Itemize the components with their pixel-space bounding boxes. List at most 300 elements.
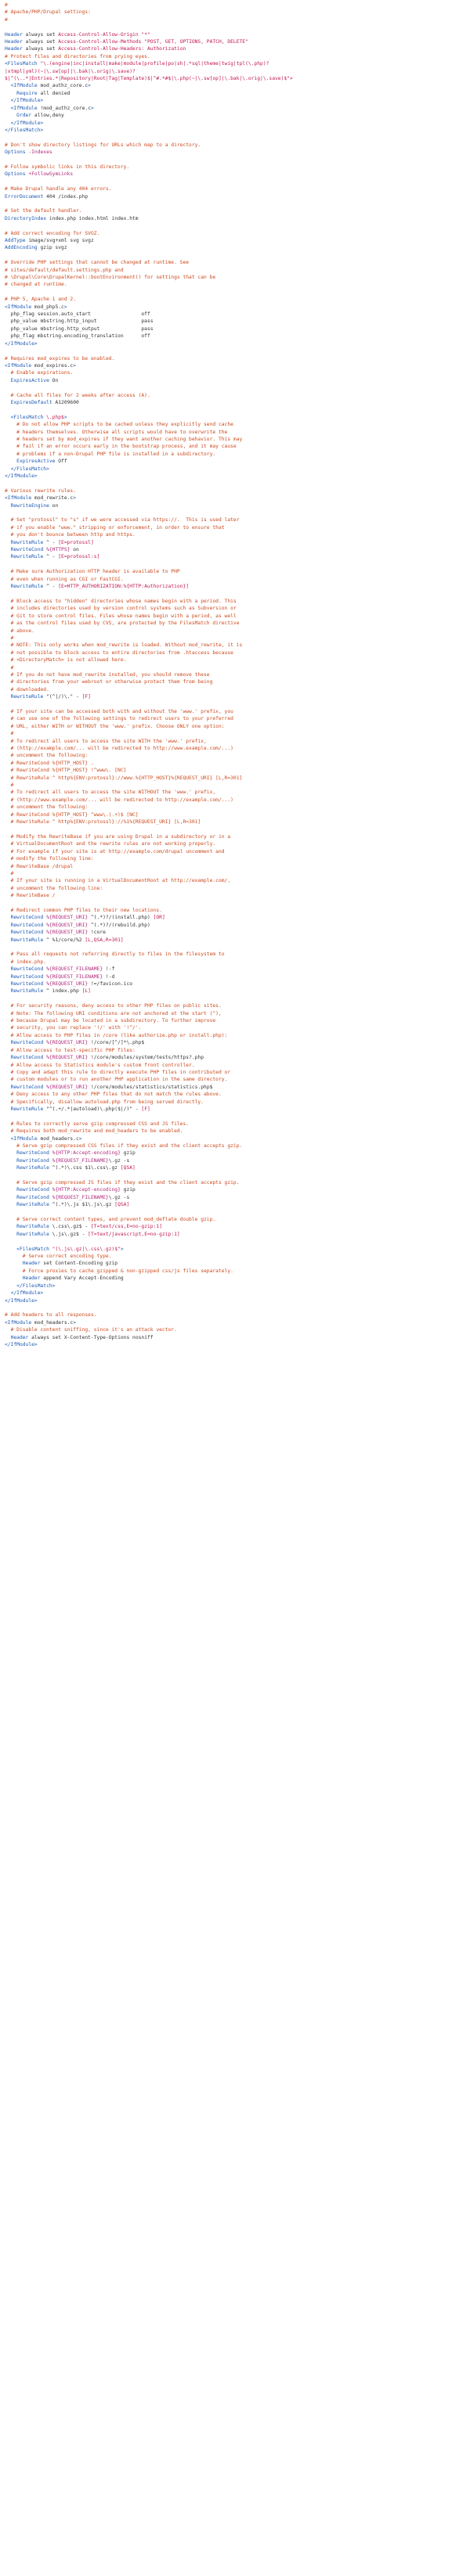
code-line [5, 804, 465, 811]
code-comment: # because Drupal may be located in a subdirectory. To further improve [5, 1018, 216, 1024]
code-line [5, 1142, 465, 1149]
code-line [5, 988, 465, 995]
code-line [5, 1099, 465, 1106]
code-text: always set X-Content-Type-Options nosniff [28, 1334, 154, 1340]
code-line [5, 1113, 465, 1120]
code-directive: AddType [5, 238, 26, 243]
code-line [5, 384, 465, 391]
code-line [5, 1311, 465, 1319]
code-line [5, 1010, 465, 1017]
code-comment: # Cache all files for 2 weeks after access (A). [5, 392, 150, 398]
code-section-tag: <IfModule [5, 362, 32, 369]
code-line [5, 686, 465, 693]
code-line [5, 664, 465, 671]
code-line [5, 347, 465, 354]
code-line [5, 1209, 465, 1216]
code-comment: # If your site is running in a VirtualDocumentRoot at http://example.com/, [5, 878, 231, 884]
code-text: always set [22, 31, 59, 38]
code-line [5, 164, 465, 171]
code-comment: # headers themselves. Otherwise all scripts would have to overwrite the [5, 429, 228, 435]
code-text: mod_rewrite.c [31, 495, 74, 502]
code-line [5, 1304, 465, 1311]
code-text: append Vary Accept-Encoding [40, 1275, 124, 1282]
code-text: set Content-Encoding gzip [40, 1261, 118, 1267]
code-directive: RewriteRule [10, 694, 44, 700]
code-regex: [L,QSA,R=301] [85, 937, 124, 943]
code-line [5, 516, 465, 523]
code-text [5, 1261, 23, 1266]
code-section-tag: <IfModule [5, 105, 38, 111]
code-comment: # To redirect all users to access the site WITHOUT the 'www.' prefix, [5, 790, 216, 796]
code-line [5, 68, 465, 75]
code-regex: [OR] [153, 915, 165, 921]
code-text [5, 988, 11, 994]
code-text: A1209600 [52, 399, 79, 405]
code-comment: # Requires mod_expires to be enabled. [5, 355, 115, 362]
code-directive: Header [22, 1275, 41, 1282]
code-line [5, 1128, 465, 1135]
code-text: mod_headers.c [37, 1135, 79, 1142]
code-regex: [E=protossl:s] [58, 554, 100, 560]
code-line [5, 1341, 465, 1348]
code-section-tag: </IfModule> [5, 1297, 38, 1304]
code-line [5, 797, 465, 804]
code-comment: # [5, 635, 14, 641]
code-comment: # modify the following line: [5, 856, 94, 862]
code-regex: [QSA] [120, 1165, 136, 1171]
code-line [5, 1326, 465, 1333]
code-line [5, 723, 465, 730]
code-variable: %{REQUEST_FILENAME} [46, 966, 103, 973]
code-comment: # NOTE: This only works when mod_rewrite is loaded. Without mod_rewrite, it is [5, 642, 243, 649]
code-directive: RewriteCond [16, 1157, 49, 1164]
code-comment: # Block access to "hidden" directories whose names begin with a period. This [5, 598, 237, 604]
code-line [5, 473, 465, 480]
code-line [5, 259, 465, 266]
code-text: on [49, 502, 59, 509]
code-directive: RewriteCond [10, 915, 44, 921]
code-regex: [QSA] [114, 1202, 130, 1208]
code-line [5, 178, 465, 185]
code-section-tag: </IfModule> [5, 1341, 38, 1347]
code-directive: DirectoryIndex [5, 215, 47, 221]
code-line [5, 1223, 465, 1230]
code-text: gzip svgz [37, 245, 67, 251]
code-line [5, 252, 465, 259]
code-line [5, 296, 465, 303]
code-text: \.js\.gz$ - [49, 1231, 89, 1237]
code-section-tag: > [90, 105, 94, 111]
code-comment: # To redirect all users to access the site WITH the 'www.' prefix, [5, 738, 207, 744]
code-comment: # as the control files used by CVS, are protected by the FilesMatch directive [5, 621, 240, 627]
code-line [5, 451, 465, 458]
code-variable: %{REQUEST_URI} [46, 930, 89, 936]
code-comment: # Set "protossl" to "s" if we were accessed via https://. This is used later [5, 517, 240, 523]
code-line [5, 775, 465, 782]
code-text [5, 584, 11, 589]
code-text: gzip [120, 1187, 136, 1193]
code-comment: # uncomment the following line: [5, 885, 103, 891]
code-variable: %{REQUEST_URI} [46, 1040, 89, 1046]
code-variable: %{REQUEST_FILENAME} [46, 973, 103, 980]
code-line [5, 142, 465, 149]
code-text [5, 1040, 11, 1045]
code-line [5, 362, 465, 369]
code-directive: Order [16, 113, 32, 119]
code-line [5, 782, 465, 789]
code-text [5, 1158, 16, 1164]
code-text: "^(.+/.*|autoload)\.php($|/)" - [43, 1106, 142, 1112]
code-regex: Access-Control-Allow-Methods [58, 39, 142, 45]
code-section-tag: <FilesMatch [5, 1246, 49, 1252]
code-line [5, 326, 465, 333]
code-line [5, 399, 465, 406]
code-line [5, 222, 465, 229]
code-comment: # Copy and adapt this rule to directly execute PHP files in contributed or [5, 1069, 231, 1075]
code-line [5, 1201, 465, 1208]
code-text: 404 /index.php [43, 193, 89, 200]
code-line [5, 215, 465, 222]
code-line [5, 480, 465, 487]
code-directive: RewriteCond [10, 930, 44, 936]
code-text: mod_php5.c [31, 304, 64, 310]
code-comment: # Disable content sniffing, since it's an attack vector. [5, 1327, 177, 1333]
code-line [5, 267, 465, 274]
code-text: mod_expires.c [31, 362, 74, 369]
code-line [5, 671, 465, 678]
code-line [5, 458, 465, 465]
code-line [5, 885, 465, 892]
code-line [5, 45, 465, 52]
code-regex: Access-Control-Allow-Origin [58, 31, 139, 38]
code-line [5, 678, 465, 685]
code-text: ^(.*)?/(install.php) [88, 915, 154, 921]
code-directive: RewriteRule [16, 1165, 49, 1171]
code-text: allow,deny [31, 113, 64, 119]
code-directive: RewriteRule [16, 1224, 49, 1230]
code-text: ^(.*)\.js $1\.js\.gz [49, 1202, 115, 1208]
code-directive: RewriteCond [16, 1187, 49, 1193]
code-section-tag: </IfModule> [5, 340, 38, 347]
code-section-tag: > [73, 495, 76, 502]
code-line [5, 9, 465, 16]
code-text: image/svg+xml svg svgz [25, 238, 94, 243]
code-line [5, 60, 465, 67]
code-line [5, 840, 465, 847]
code-section-tag: <FilesMatch [5, 414, 44, 420]
code-regex: [E=protossl] [58, 539, 94, 545]
code-text: Off [55, 459, 67, 465]
code-line [5, 311, 465, 318]
code-line [5, 134, 465, 141]
code-comment: # Redirect common PHP files to their new locations. [5, 907, 162, 913]
code-text: php_flag mbstring.encoding_translation off [5, 333, 150, 340]
code-line [5, 244, 465, 251]
code-line [5, 502, 465, 509]
code-line [5, 635, 465, 642]
code-comment: # Pass all requests not referring directly to files in the filesystem to [5, 952, 225, 958]
code-comment: # (http://example.com/... will be redirected to http://www.example.com/...) [5, 746, 233, 752]
code-line [5, 1186, 465, 1193]
code-line [5, 877, 465, 884]
code-text: !/core/modules/system/tests/https?.php [88, 1055, 204, 1061]
code-directive: ErrorDocument [5, 193, 44, 200]
code-text [5, 1106, 11, 1112]
code-regex: [E=HTTP_AUTHORIZATION:%{HTTP:Authorization}] [58, 584, 190, 590]
code-text: !core [88, 930, 106, 936]
code-comment: # RewriteCond %{HTTP_HOST} ^www\.(.+)$ [NC] [5, 811, 139, 818]
code-line [5, 436, 465, 443]
code-section-tag: > [120, 1246, 124, 1252]
code-section-tag: <IfModule [5, 495, 32, 502]
code-text [5, 113, 16, 118]
code-directive: RewriteCond [10, 973, 44, 980]
code-section-tag: > [88, 83, 91, 89]
code-line [5, 1238, 465, 1245]
code-text: !mod_authz_core.c [37, 105, 91, 111]
code-section-tag: </IfModule> [5, 98, 44, 104]
code-line [5, 1194, 465, 1201]
code-directive: Header [5, 31, 23, 38]
code-line [5, 90, 465, 97]
code-comment: # Don't show directory listings for URLs which map to a directory. [5, 142, 201, 148]
code-line [5, 304, 465, 311]
code-text [5, 1150, 16, 1156]
code-comment: # Force proxies to cache gzipped & non-gzipped css/js files separately. [5, 1268, 233, 1274]
code-line [5, 944, 465, 951]
code-text [5, 1275, 23, 1281]
code-line [5, 406, 465, 413]
code-directive: ExpiresActive [16, 459, 56, 465]
code-text [5, 981, 11, 987]
code-text [5, 503, 11, 509]
code-comment: # changed at runtime. [5, 282, 67, 288]
code-line [5, 1069, 465, 1076]
code-comment: # above. [5, 628, 34, 634]
code-text: ^ - [43, 554, 59, 560]
code-line [5, 466, 465, 473]
code-regex: : Authorization [141, 46, 186, 52]
code-comment: # Serve correct content types, and prevent mod_deflate double gzip. [5, 1217, 216, 1223]
code-regex: [L] [81, 988, 91, 995]
code-text: !-d [103, 973, 115, 980]
code-line [5, 16, 465, 23]
code-variable: %{HTTP:Accept-encoding} [52, 1187, 121, 1193]
code-line [5, 1275, 465, 1282]
code-comment: # Override PHP settings that cannot be changed at runtime. See [5, 260, 190, 266]
code-text [5, 547, 11, 552]
code-variable: %{REQUEST_FILENAME} [52, 1194, 109, 1200]
code-line [5, 1179, 465, 1186]
code-comment: # [5, 16, 8, 23]
code-line [5, 745, 465, 752]
code-text: ^ index.php [43, 988, 82, 995]
code-line [5, 82, 465, 89]
code-text: index.php index.html index.htm [46, 215, 139, 221]
code-text [5, 554, 11, 559]
code-comment: # RewriteCond %{HTTP_HOST} !^www\. [NC] [5, 768, 127, 774]
code-line [5, 951, 465, 958]
code-text: !/core/[^/]*\.php$ [88, 1040, 145, 1046]
code-comment: # uncomment the following: [5, 753, 89, 759]
code-line [5, 789, 465, 796]
code-text [5, 459, 16, 464]
code-line [5, 1231, 465, 1238]
code-text: ^(.*)?/(rebuild.php) [88, 922, 150, 928]
code-line [5, 546, 465, 553]
code-line [5, 75, 465, 82]
code-text [5, 91, 16, 96]
code-comment: # Do not allow PHP scripts to be cached unless they explicitly send cache [5, 422, 233, 428]
code-text: php_value mbstring.http_input pass [5, 318, 154, 325]
code-directive: Header [5, 46, 23, 52]
code-text: php_flag session.auto_start off [5, 311, 150, 318]
code-section-tag: > [78, 1135, 82, 1142]
code-section-tag: > [63, 304, 67, 310]
code-line [5, 171, 465, 178]
code-text: \.css\.gz$ - [49, 1224, 91, 1230]
code-comment: # downloaded. [5, 686, 49, 693]
code-line [5, 576, 465, 583]
code-directive: Header [10, 1334, 29, 1340]
code-comment: # even when running as CGI or FastCGI. [5, 576, 124, 582]
code-text [5, 937, 11, 943]
code-directive: Require [16, 90, 38, 96]
code-text [5, 400, 11, 405]
code-comment: # Make Drupal handle any 404 errors. [5, 186, 112, 192]
code-directive: RewriteRule [10, 937, 44, 943]
code-line [5, 701, 465, 708]
code-regex: "\.(engine|inc|install|make|module|profile|po|sh|.*sql|theme|twig|tpl(\.php)? [37, 61, 269, 67]
code-line [5, 863, 465, 870]
code-line [5, 127, 465, 134]
code-line [5, 1334, 465, 1341]
code-section-tag: > [73, 362, 76, 369]
code-comment: # [5, 783, 14, 789]
code-text: !=/favicon.ico [88, 981, 133, 988]
code-regex: [T=text/css,E=no-gzip:1] [90, 1224, 162, 1230]
code-comment: # problems if a non-Drupal PHP file is installed in a subdirectory. [5, 451, 216, 457]
code-line [5, 929, 465, 936]
code-line [5, 583, 465, 590]
code-regex: [F] [141, 1106, 150, 1112]
code-line [5, 995, 465, 1002]
code-variable: %{REQUEST_URI} [46, 981, 89, 988]
code-line [5, 900, 465, 907]
code-line [5, 937, 465, 944]
code-directive: RewriteCond [16, 1150, 49, 1157]
code-comment: # (http://www.example.com/... will be redirected to http://example.com/...) [5, 797, 233, 803]
code-line [5, 237, 465, 244]
code-text: php_value mbstring.http_output pass [5, 326, 154, 332]
code-text [5, 540, 11, 545]
code-section-tag: > [73, 1319, 76, 1326]
code-line [5, 487, 465, 495]
code-line [5, 53, 465, 60]
code-comment: # For security reasons, deny access to other PHP files on public sites. [5, 1003, 222, 1009]
code-directive: RewriteRule [10, 1106, 44, 1112]
code-section-tag: <IfModule [5, 1319, 32, 1326]
code-comment: # Various rewrite rules. [5, 487, 76, 494]
code-comment: # Apache/PHP/Drupal settings: [5, 9, 91, 16]
code-comment: # Allow access to PHP files in /core (like authorize.php or install.php): [5, 1032, 228, 1038]
code-section-tag: </FilesMatch> [5, 127, 44, 133]
code-variable: %{REQUEST_URI} [46, 1084, 89, 1090]
code-line [5, 693, 465, 700]
code-variable: %{REQUEST_FILENAME} [52, 1157, 109, 1164]
code-line [5, 1062, 465, 1069]
code-text [5, 1335, 11, 1340]
code-line [5, 642, 465, 649]
code-comment: # Serve gzip compressed JS files if they exist and the client accepts gzip. [5, 1180, 240, 1185]
code-regex: |xtmpl|yml)(~|\.sw[op]|\.bak|\.orig|\.save)? [5, 68, 136, 74]
code-section-tag: <IfModule [5, 304, 32, 310]
code-comment: # \Drupal\Core\DrupalKernel::bootEnvironment() for settings that can be [5, 275, 216, 281]
code-line [5, 907, 465, 914]
code-line [5, 531, 465, 538]
code-directive: RewriteCond [10, 922, 44, 928]
code-comment: # VirtualDocumentRoot and the rewrite rules are not working properly. [5, 841, 216, 847]
code-directive: Options [5, 171, 26, 178]
code-section-tag: > [63, 414, 67, 420]
code-line [5, 1084, 465, 1091]
code-comment: # RewriteRule ^ http%{ENV:protossl}://%1%{REQUEST_URI} [L,R=301] [5, 819, 201, 826]
code-line [5, 628, 465, 635]
code-comment: # URL, either WITH or WITHOUT the 'www.' prefix. Choose ONLY one option: [5, 723, 225, 729]
code-text: gzip [120, 1150, 136, 1157]
code-line [5, 31, 465, 38]
code-line [5, 429, 465, 436]
code-regex: "*" [138, 31, 150, 38]
code-line [5, 568, 465, 575]
code-comment: # RewriteBase / [5, 893, 56, 899]
code-comment: # Set the default handler. [5, 208, 82, 214]
code-comment: # Serve correct encoding type. [5, 1254, 112, 1260]
code-comment: # Allow access to test-specific PHP files: [5, 1047, 136, 1053]
code-line [5, 1260, 465, 1267]
code-line [5, 38, 465, 45]
code-section-tag: </FilesMatch> [5, 1283, 56, 1289]
code-line [5, 157, 465, 164]
code-directive: RewriteCond [10, 547, 44, 553]
code-regex: [T=text/javascript,E=no-gzip:1] [88, 1231, 180, 1237]
code-variable: -Indexes [25, 149, 52, 156]
code-comment: # [5, 2, 8, 8]
code-line [5, 23, 465, 31]
code-line [5, 1297, 465, 1304]
code-line [5, 1164, 465, 1171]
code-text [5, 966, 11, 972]
code-comment: # Note: The following URI conditions are not anchored at the start (^), [5, 1010, 222, 1016]
code-line [5, 200, 465, 207]
code-text: all denied [37, 90, 70, 96]
code-regex: [F] [81, 694, 91, 700]
code-line [5, 355, 465, 362]
code-directive: ExpiresDefault [10, 399, 52, 405]
code-text: !/core/modules/statistics/statistics.php$ [88, 1084, 213, 1090]
code-directive: RewriteRule [10, 988, 44, 995]
code-line [5, 855, 465, 862]
code-text: on [70, 547, 79, 553]
code-line [5, 973, 465, 980]
code-directive: RewriteCond [16, 1194, 49, 1200]
code-variable: %{REQUEST_URI} [46, 1055, 89, 1061]
code-line [5, 495, 465, 502]
code-line [5, 1032, 465, 1039]
code-line [5, 369, 465, 376]
code-text: !-f [103, 966, 115, 973]
code-text: ^ %1/core/%2 [43, 937, 85, 943]
